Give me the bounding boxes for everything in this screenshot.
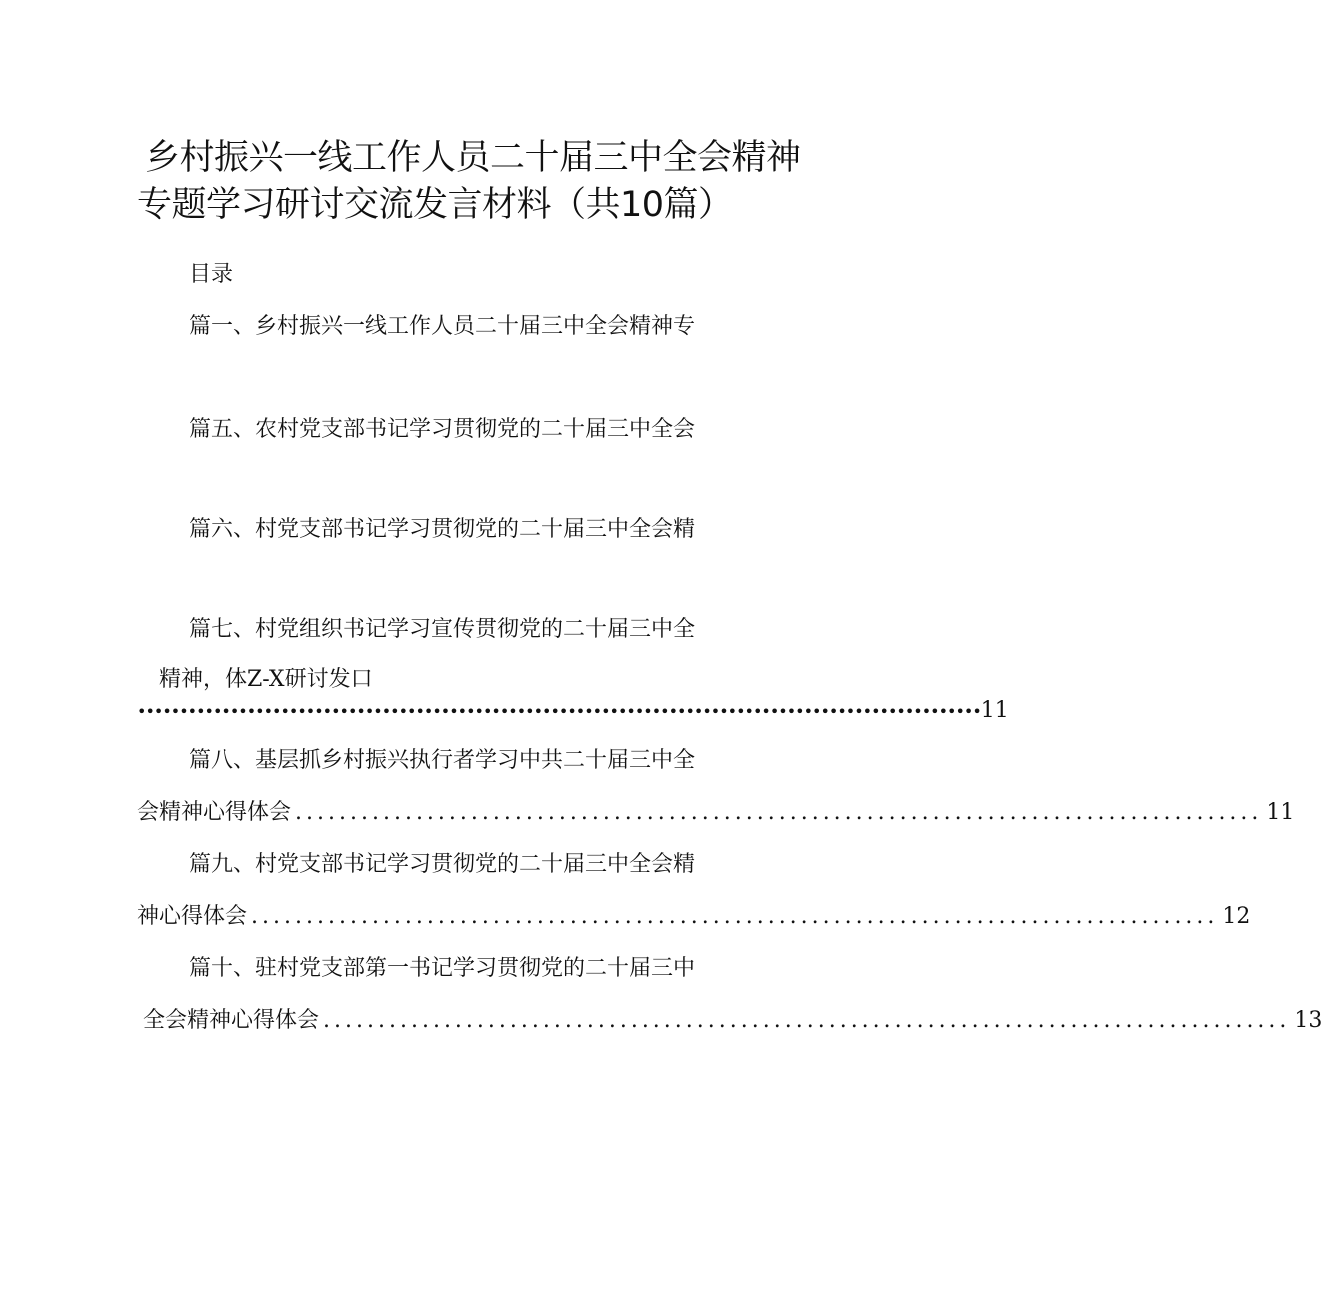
toc-entry-4-leader-row — [137, 695, 1009, 728]
dot-leader: ........................................................................................ — [295, 800, 1263, 825]
toc-entry-5-continued[interactable] — [137, 797, 1295, 829]
toc-entry-7-page-number: 13 — [1294, 1008, 1322, 1033]
toc-entry-5-page-number: 11 — [1266, 800, 1295, 825]
dot-leader: ........................................................................................ — [251, 904, 1219, 929]
dot-leader: •••••••••••••••••••••••••••••••••••••••••••••••••••••••••••••••••••••••••••••••••••••••••••••••••••• — [137, 702, 981, 721]
document-title-line-1: 乡村振兴一线工作人员二十届三中全会精神 — [145, 138, 801, 178]
toc-entry-4-continued[interactable]: 精神，体Z-X研讨发口 — [159, 667, 373, 692]
toc-entry-1[interactable]: 篇一、乡村振兴一线工作人员二十届三中全会精神专 — [189, 314, 696, 339]
toc-entry-6-text: 神心得体会 — [137, 904, 248, 929]
toc-entry-6-continued[interactable] — [137, 901, 1251, 933]
document-title-line-2: 专题学习研讨交流发言材料（共10篇） — [137, 185, 733, 225]
toc-entry-2[interactable]: 篇五、农村党支部书记学习贯彻党的二十届三中全会 — [189, 417, 696, 442]
toc-entry-4[interactable]: 篇七、村党组织书记学习宣传贯彻党的二十届三中全 — [189, 617, 696, 642]
toc-entry-6-page-number: 12 — [1222, 904, 1251, 929]
toc-entry-7-text: 全会精神心得体会 — [143, 1008, 320, 1033]
toc-entry-5-text: 会精神心得体会 — [137, 800, 292, 825]
toc-heading: 目录 — [189, 262, 234, 287]
toc-entry-5[interactable]: 篇八、基层抓乡村振兴执行者学习中共二十届三中全 — [189, 748, 696, 773]
toc-entry-6[interactable]: 篇九、村党支部书记学习贯彻党的二十届三中全会精 — [189, 852, 696, 877]
toc-entry-7[interactable]: 篇十、驻村党支部第一书记学习贯彻党的二十届三中 — [189, 956, 696, 981]
toc-entry-7-continued[interactable] — [143, 1005, 1322, 1037]
toc-entry-3[interactable]: 篇六、村党支部书记学习贯彻党的二十届三中全会精 — [189, 517, 696, 542]
toc-entry-4-page-number: 11 — [980, 698, 1009, 723]
dot-leader: ........................................................................................ — [323, 1008, 1291, 1033]
